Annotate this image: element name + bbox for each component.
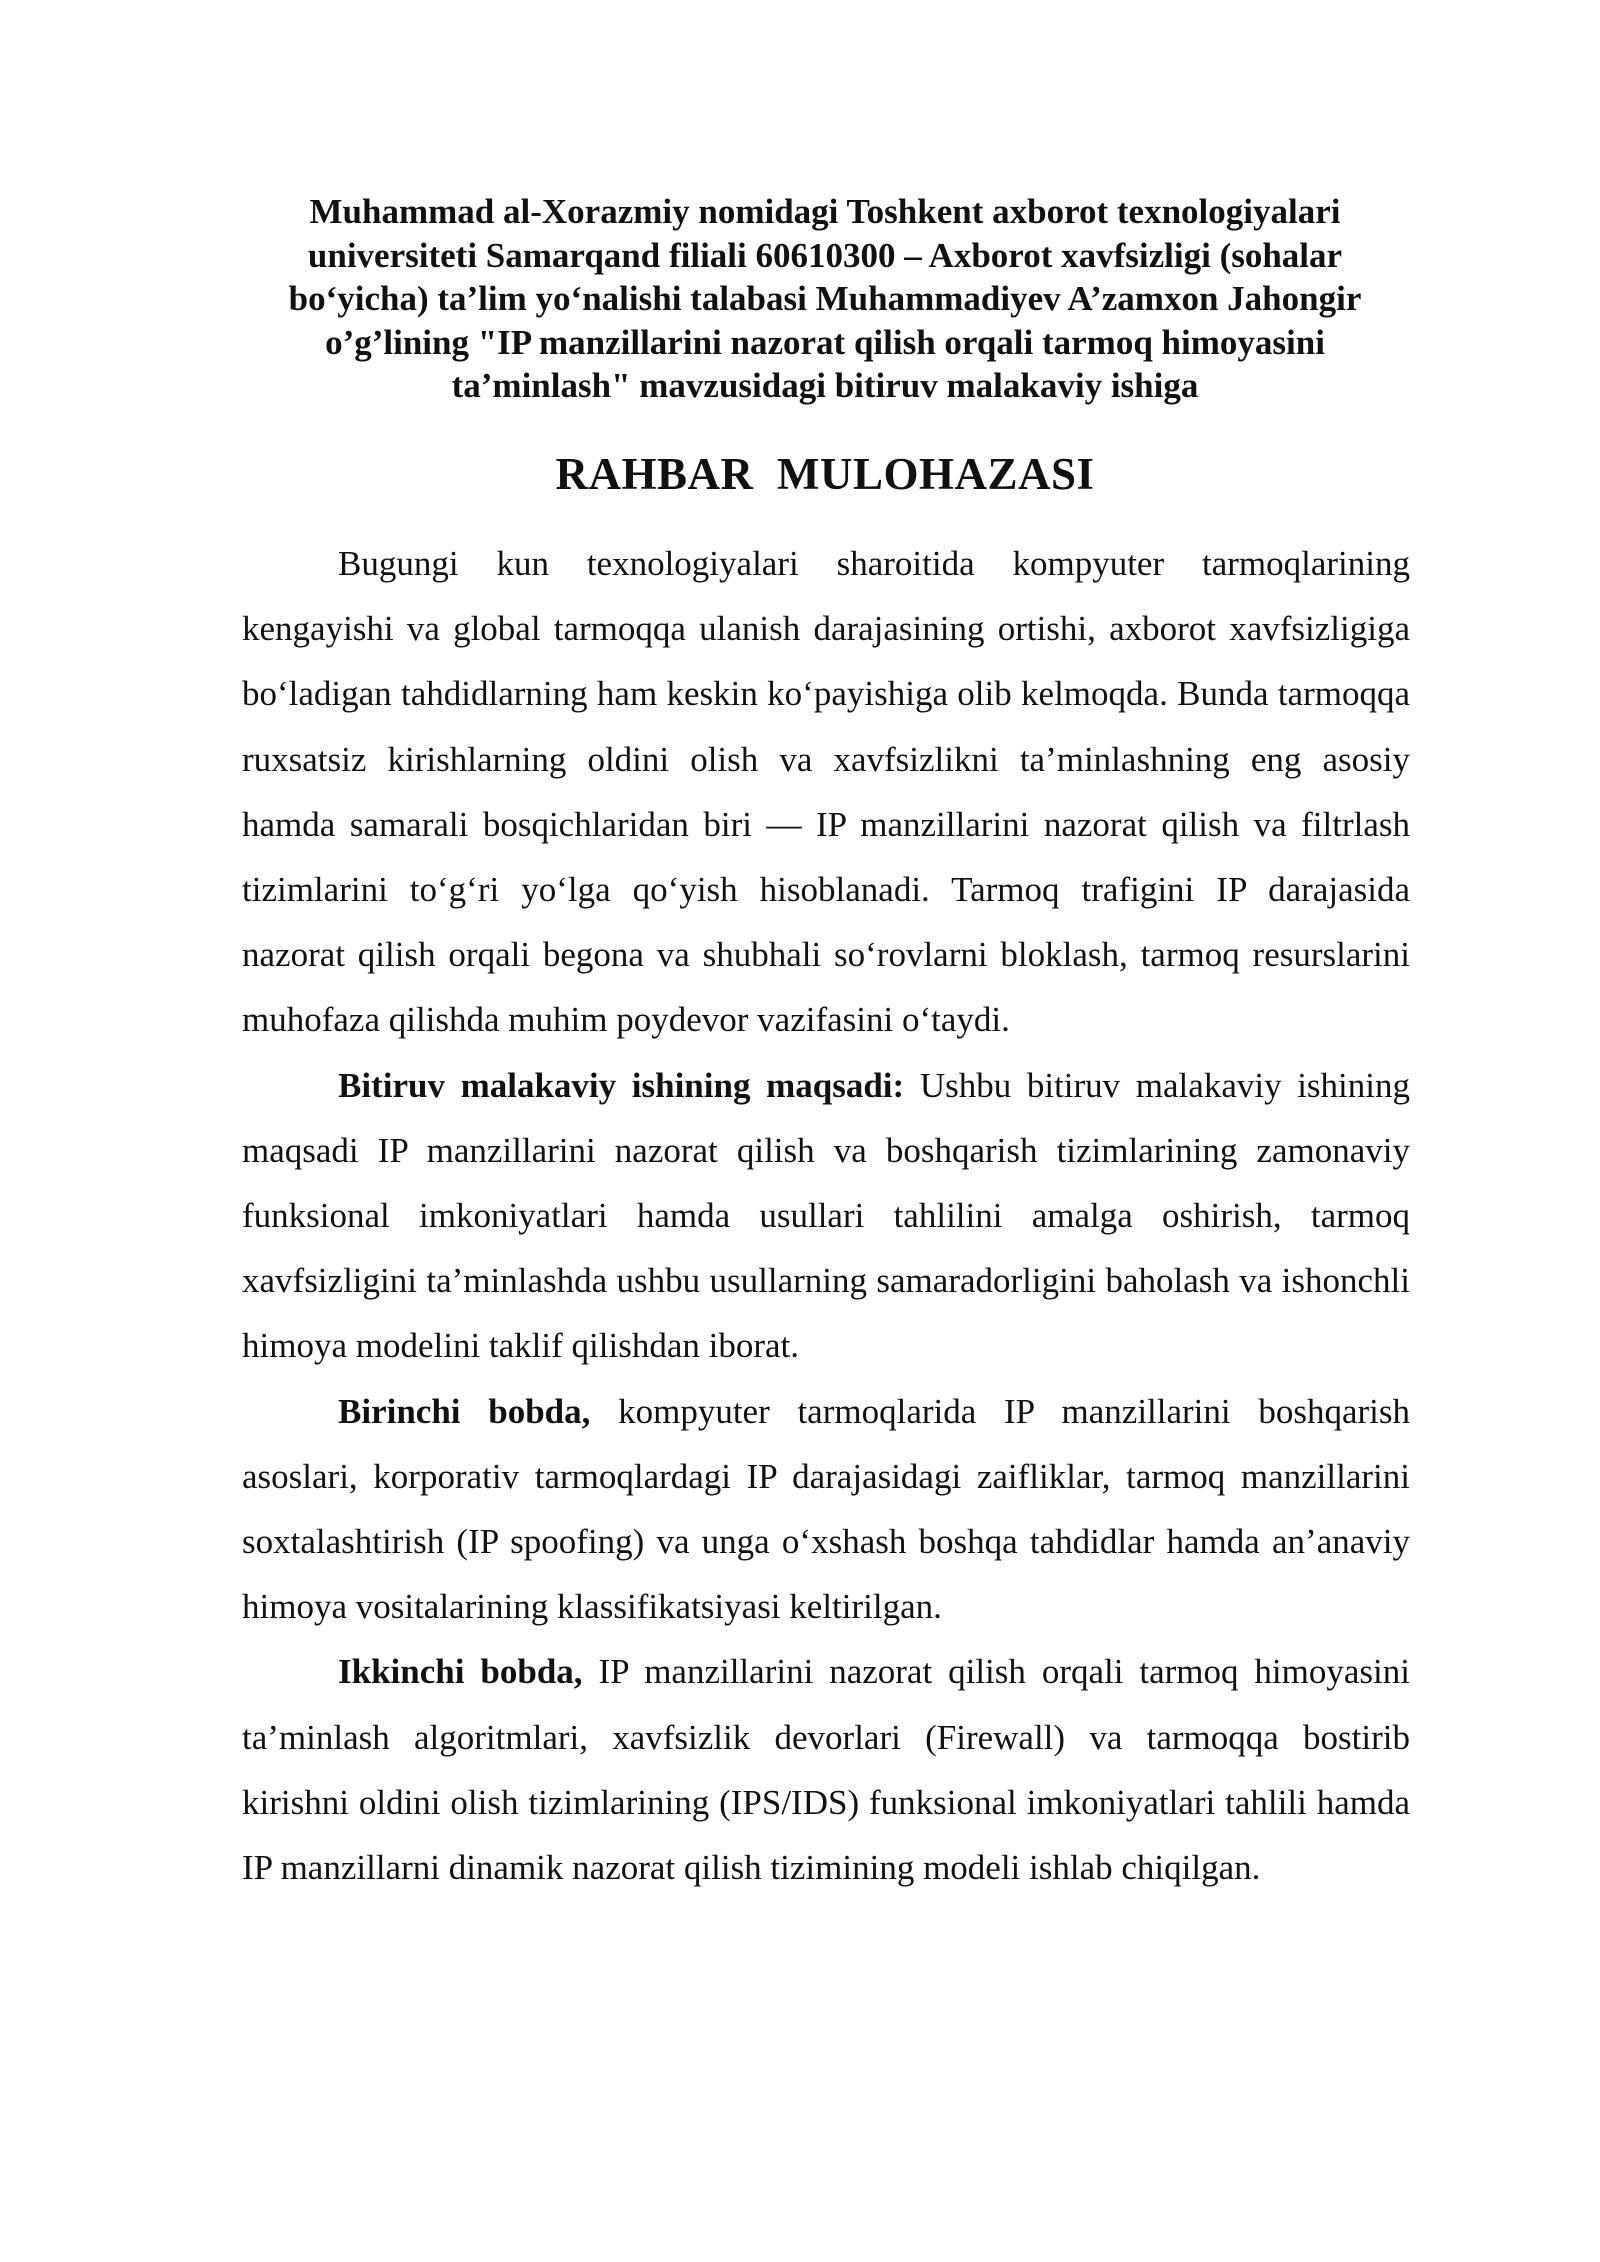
document-title: RAHBAR MULOHAZASI: [555, 449, 1095, 499]
paragraph-text: kompyuter tarmoqlarida IP manzillarini boshqarish asoslari, korporativ tarmoqlardagi IP darajasidagi zaifliklar, tarmoq manzillarini soxtalashtirish (IP spoofing) va unga o‘xshash boshqa tahdidlar hamda an’anaviy himoya vositalarining klassifikatsiyasi keltirilgan.: [242, 1391, 1411, 1627]
paragraph-lead: Ikkinchi bobda,: [338, 1652, 583, 1692]
paragraph-goal: [242, 1053, 1410, 1379]
paragraph-lead: Birinchi bobda,: [338, 1391, 591, 1431]
document-body: [242, 531, 1410, 1900]
document-header: Muhammad al-Xorazmiy nomidagi Toshkent axborot texnologiyalari universiteti Samarqand filiali 60610300 – Axborot xavfsizligi (sohalar bo‘yicha) ta’lim yo‘nalishi talabasi Muhammadiyev A’zamxon Jahongir o’g’lining "IP manzillarini nazorat qilish orqali tarmoq himoyasini ta’minlash" mavzusidagi bitiruv malakaviy ishiga: [288, 192, 1362, 405]
paragraph-text: IP manzillarini nazorat qilish orqali tarmoq himoyasini ta’minlash algoritmlari, xavfsizlik devorlari (Firewall) va tarmoqqa bostirib kirishni oldini olish tizimlarining (IPS/IDS) funksional imkoniyatlari tahlili hamda IP manzillarni dinamik nazorat qilish tizimining modeli ishlab chiqilgan.: [242, 1652, 1410, 1888]
paragraph-introduction: [242, 531, 1410, 1053]
paragraph-lead: Bitiruv malakaviy ishining maqsadi:: [338, 1065, 905, 1105]
paragraph-chapter-two: [242, 1639, 1410, 1900]
paragraph-chapter-one: [242, 1379, 1410, 1640]
paragraph-text: Bugungi kun texnologiyalari sharoitida kompyuter tarmoqlarining kengayishi va global tarmoqqa ulanish darajasining ortishi, axborot xavfsizligiga bo‘ladigan tahdidlarning ham keskin ko‘payishiga olib kelmoqda. Bunda tarmoqqa ruxsatsiz kirishlarning oldini olish va xavfsizlikni ta’minlashning eng asosiy hamda samarali bosqichlaridan biri — IP manzillarini nazorat qilish va filtrlash tizimlarini to‘g‘ri yo‘lga qo‘yish hisoblanadi. Tarmoq trafigini IP darajasida nazorat qilish orqali begona va shubhali so‘rovlarni bloklash, tarmoq resurslarini muhofaza qilishda muhim poydevor vazifasini o‘taydi.: [242, 544, 1410, 1040]
paragraph-text: Ushbu bitiruv malakaviy ishining maqsadi IP manzillarini nazorat qilish va boshqarish tizimlarining zamonaviy funksional imkoniyatlari hamda usullari tahlilini amalga oshirish, tarmoq xavfsizligini ta’minlashda ushbu usullarning samaradorligini baholash va ishonchli himoya modelini taklif qilishdan iborat.: [242, 1065, 1410, 1366]
